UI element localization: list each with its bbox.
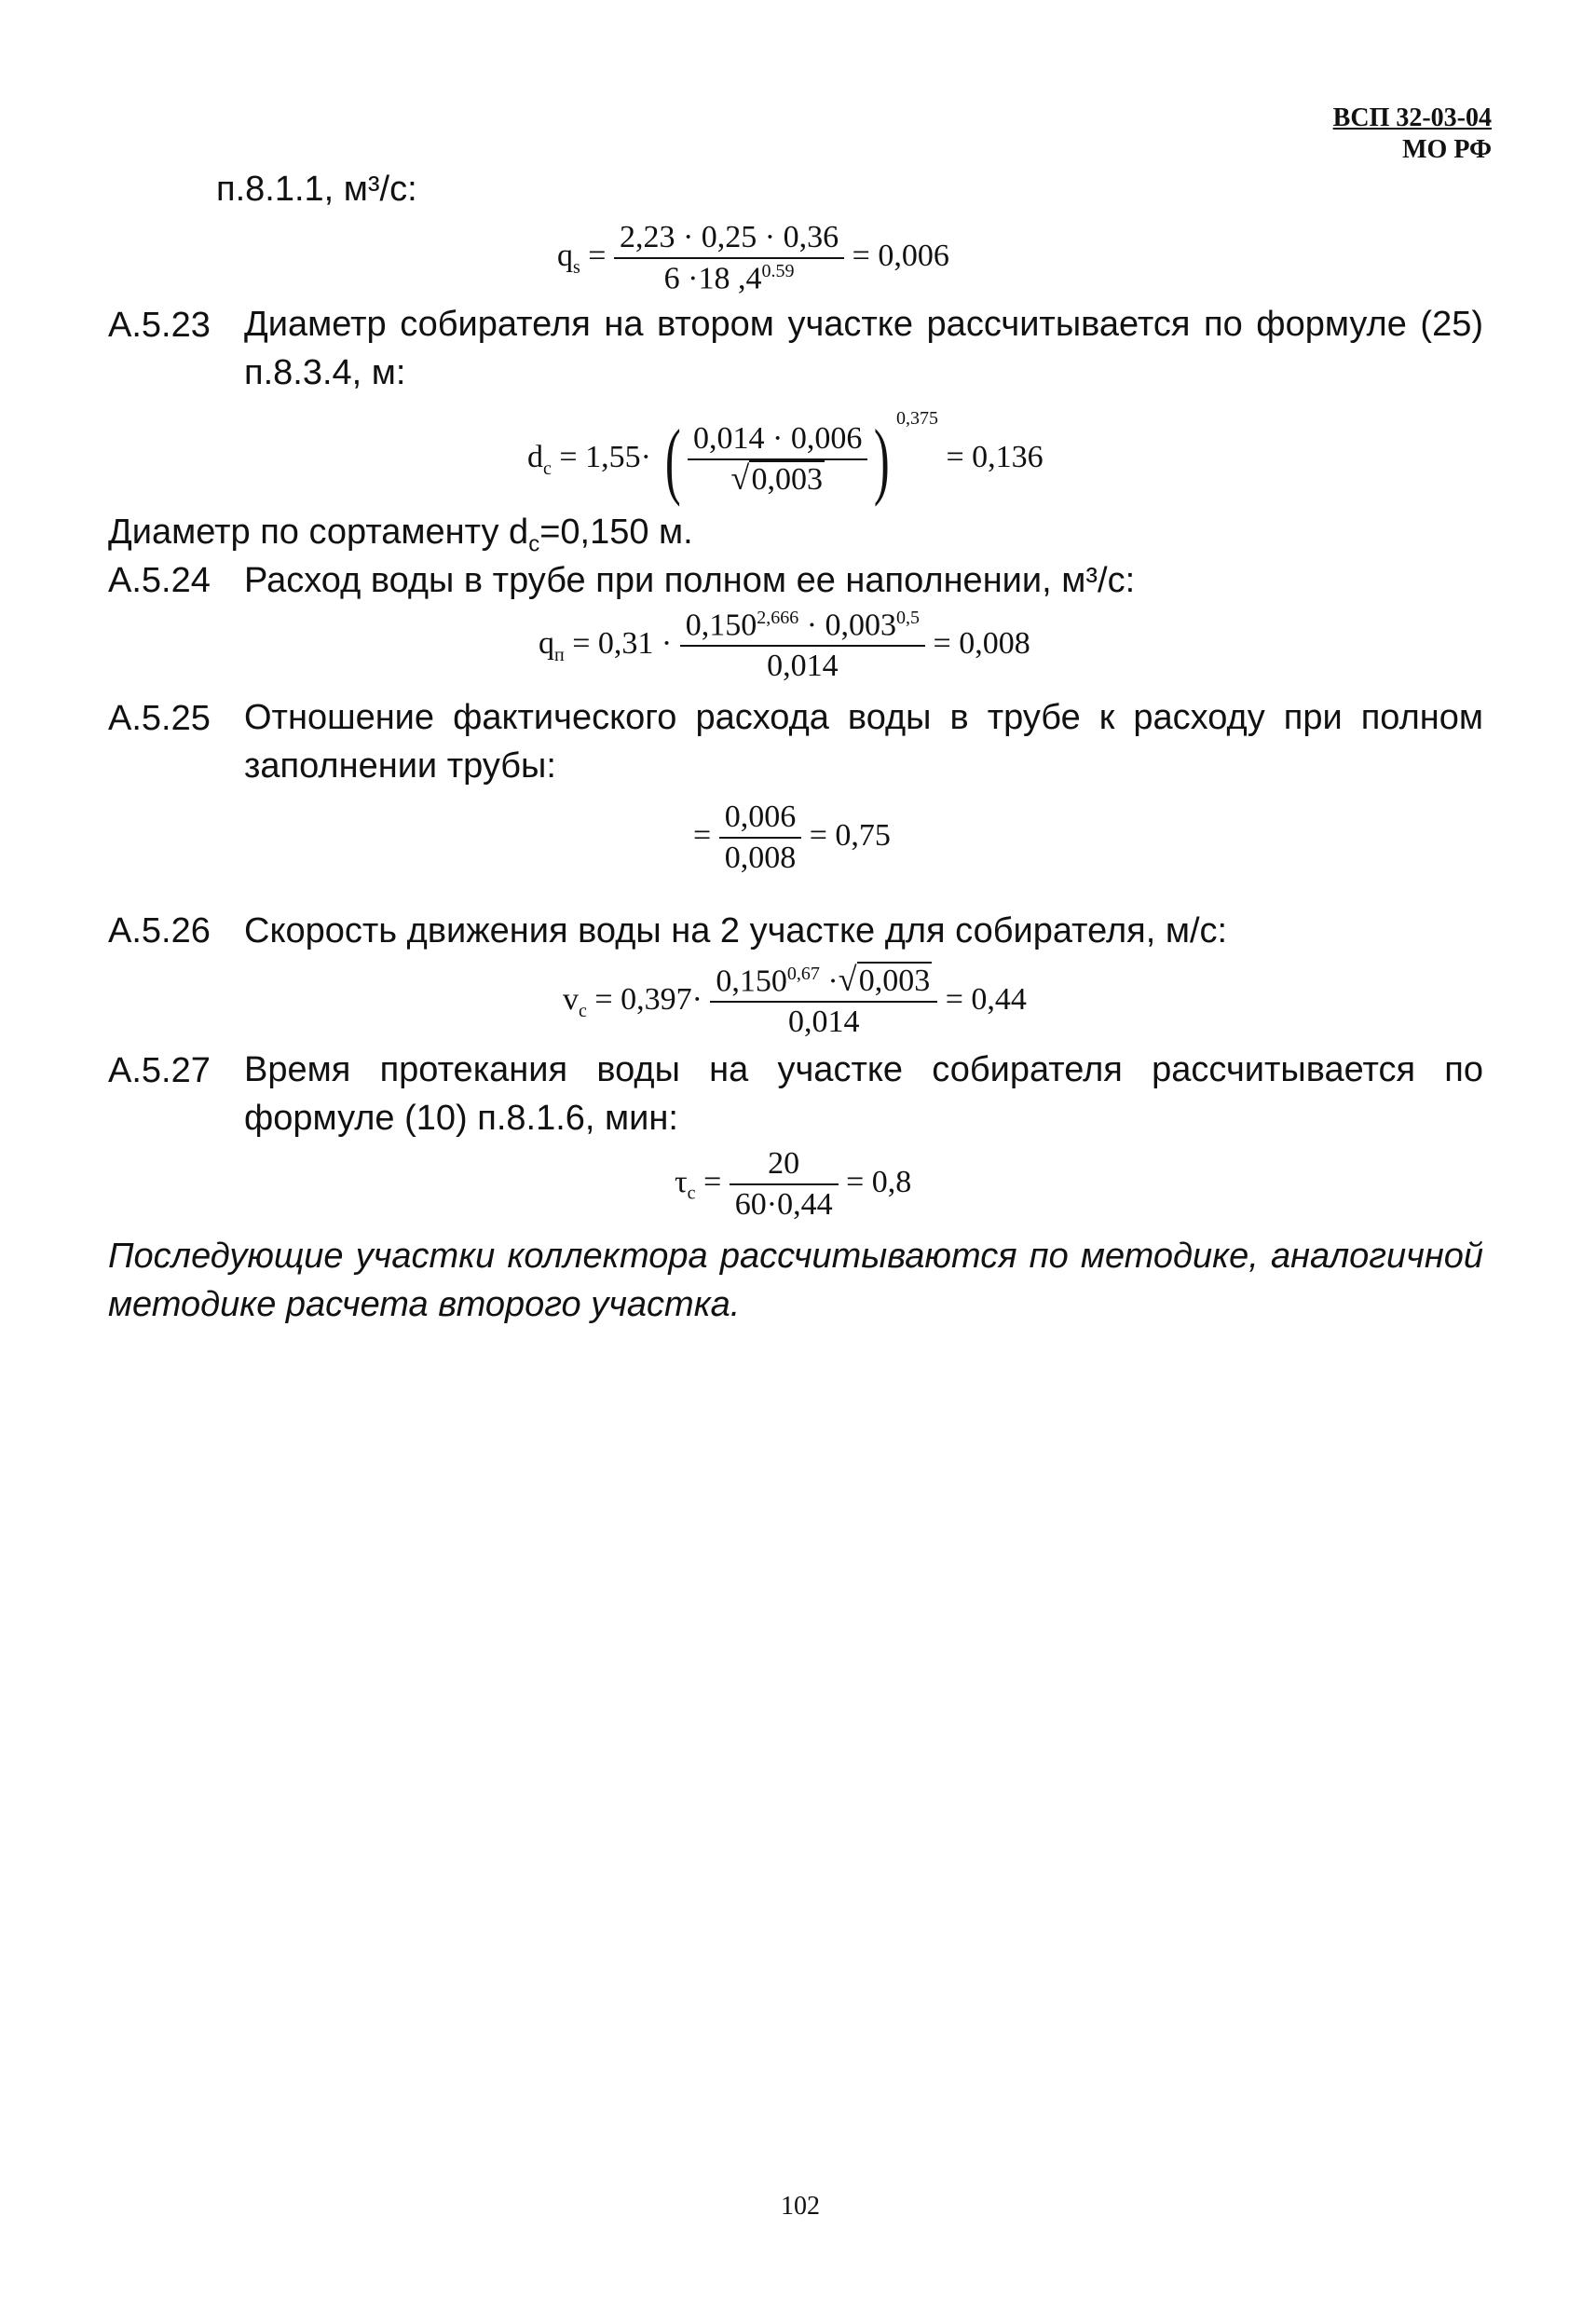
numerator-factor-exponent: 0,5	[896, 608, 921, 628]
section-text: Скорость движения воды на 2 участке для собирателя, м/с:	[244, 911, 1228, 950]
multiply-sign: ·	[819, 964, 839, 999]
denominator: 0,014	[767, 649, 839, 684]
fraction	[688, 421, 867, 498]
radicand: 0,003	[751, 462, 823, 498]
numerator-base: 0,150	[685, 608, 757, 643]
fraction	[730, 1146, 839, 1223]
radicand: 0,003	[858, 964, 931, 999]
formula-lhs: τ	[675, 1164, 688, 1199]
square-root	[730, 459, 825, 498]
fraction	[719, 800, 802, 876]
formula-result: = 0,136	[946, 440, 1044, 474]
denominator-base: 6 ·18 ,4	[663, 261, 762, 296]
closing-note: Последующие участки коллектора рассчитываются по методике, аналогичной методике расчета второго участка.	[108, 1237, 1483, 1324]
section-label: А.5.26	[108, 911, 211, 950]
formula-tau	[675, 1146, 911, 1223]
right-paren: )	[874, 412, 891, 508]
exponent: 0,375	[896, 408, 938, 429]
left-paren: (	[665, 412, 682, 508]
denominator: 60·0,44	[734, 1187, 833, 1222]
section-text: Время протекания воды на участке собирателя рассчитывается по формуле (10) п.8.1.6, мин:	[244, 1050, 1483, 1138]
section-text: Отношение фактического расхода воды в трубе к расходу при полном заполнении трубы:	[244, 698, 1483, 786]
numerator	[710, 961, 937, 1003]
formula-result: = 0,75	[809, 817, 891, 853]
square-root	[838, 961, 933, 999]
fraction	[710, 961, 937, 1040]
numerator-exponent: 2,666	[757, 608, 799, 628]
formula-lhs-subscript: c	[543, 458, 552, 479]
formula-result: = 0,44	[945, 981, 1027, 1017]
section-text: Расход воды в трубе при полном ее наполнении, м³/с:	[244, 561, 1136, 600]
equals-sign: =	[703, 1164, 722, 1199]
sortament-subscript: c	[528, 531, 540, 557]
radical-icon: √	[838, 961, 857, 999]
formula-vc	[563, 961, 1027, 1040]
formula-lhs: q	[539, 625, 554, 661]
formula-qs	[557, 220, 949, 296]
numerator: 0,014 · 0,006	[688, 421, 867, 460]
denominator: 0,014	[788, 1005, 860, 1040]
sortament-value: =0,150 м.	[539, 513, 693, 552]
formula-lhs: q	[557, 238, 573, 273]
intro-line: п.8.1.1, м³/с:	[216, 170, 417, 209]
section-label: А.5.24	[108, 561, 211, 600]
denominator	[688, 460, 867, 498]
fraction	[680, 608, 925, 684]
numerator: 20	[730, 1146, 839, 1185]
formula-lhs-subscript: c	[687, 1183, 696, 1204]
numerator	[680, 608, 925, 647]
sortament-text: Диаметр по сортаменту d	[108, 513, 529, 552]
formula-result: = 0,006	[852, 238, 949, 273]
formula-lhs-subscript: п	[554, 644, 565, 665]
page-number: 102	[781, 2192, 820, 2221]
denominator	[614, 259, 844, 296]
formula-dc	[527, 408, 1044, 508]
equals-sign: =	[588, 238, 607, 273]
coefficient: = 0,397·	[594, 981, 703, 1017]
sortament-line	[108, 511, 693, 567]
coefficient: = 0,31 ·	[572, 625, 673, 661]
document-header	[1212, 103, 1492, 166]
section-text: Диаметр собирателя на втором участке рассчитывается по формуле (25) п.8.3.4, м:	[244, 305, 1483, 392]
formula-lhs-subscript: s	[573, 256, 580, 278]
section-label: А.5.25	[108, 699, 211, 738]
organization: МО РФ	[1402, 135, 1492, 164]
formula-lhs: d	[527, 440, 543, 474]
formula-lhs: v	[563, 981, 579, 1017]
denominator: 0,008	[724, 841, 797, 875]
coefficient: = 1,55·	[559, 440, 651, 474]
formula-result: = 0,008	[933, 625, 1030, 661]
section-label: А.5.27	[108, 1051, 211, 1090]
numerator: 0,006	[719, 800, 802, 839]
radical-icon: √	[730, 459, 750, 498]
numerator-factor: · 0,003	[798, 608, 897, 643]
numerator: 2,23 · 0,25 · 0,36	[614, 220, 844, 259]
standard-code: ВСП 32-03-04	[1332, 103, 1492, 132]
denominator-exponent: 0.59	[761, 261, 795, 281]
equals-sign: =	[693, 817, 712, 853]
numerator-base: 0,150	[716, 964, 787, 999]
section-label: А.5.23	[108, 306, 211, 345]
formula-lhs-subscript: c	[579, 1000, 587, 1021]
formula-ratio	[693, 800, 891, 876]
numerator-exponent: 0,67	[786, 964, 820, 984]
formula-qn	[539, 608, 1030, 684]
formula-result: = 0,8	[846, 1164, 912, 1199]
fraction	[614, 220, 844, 296]
